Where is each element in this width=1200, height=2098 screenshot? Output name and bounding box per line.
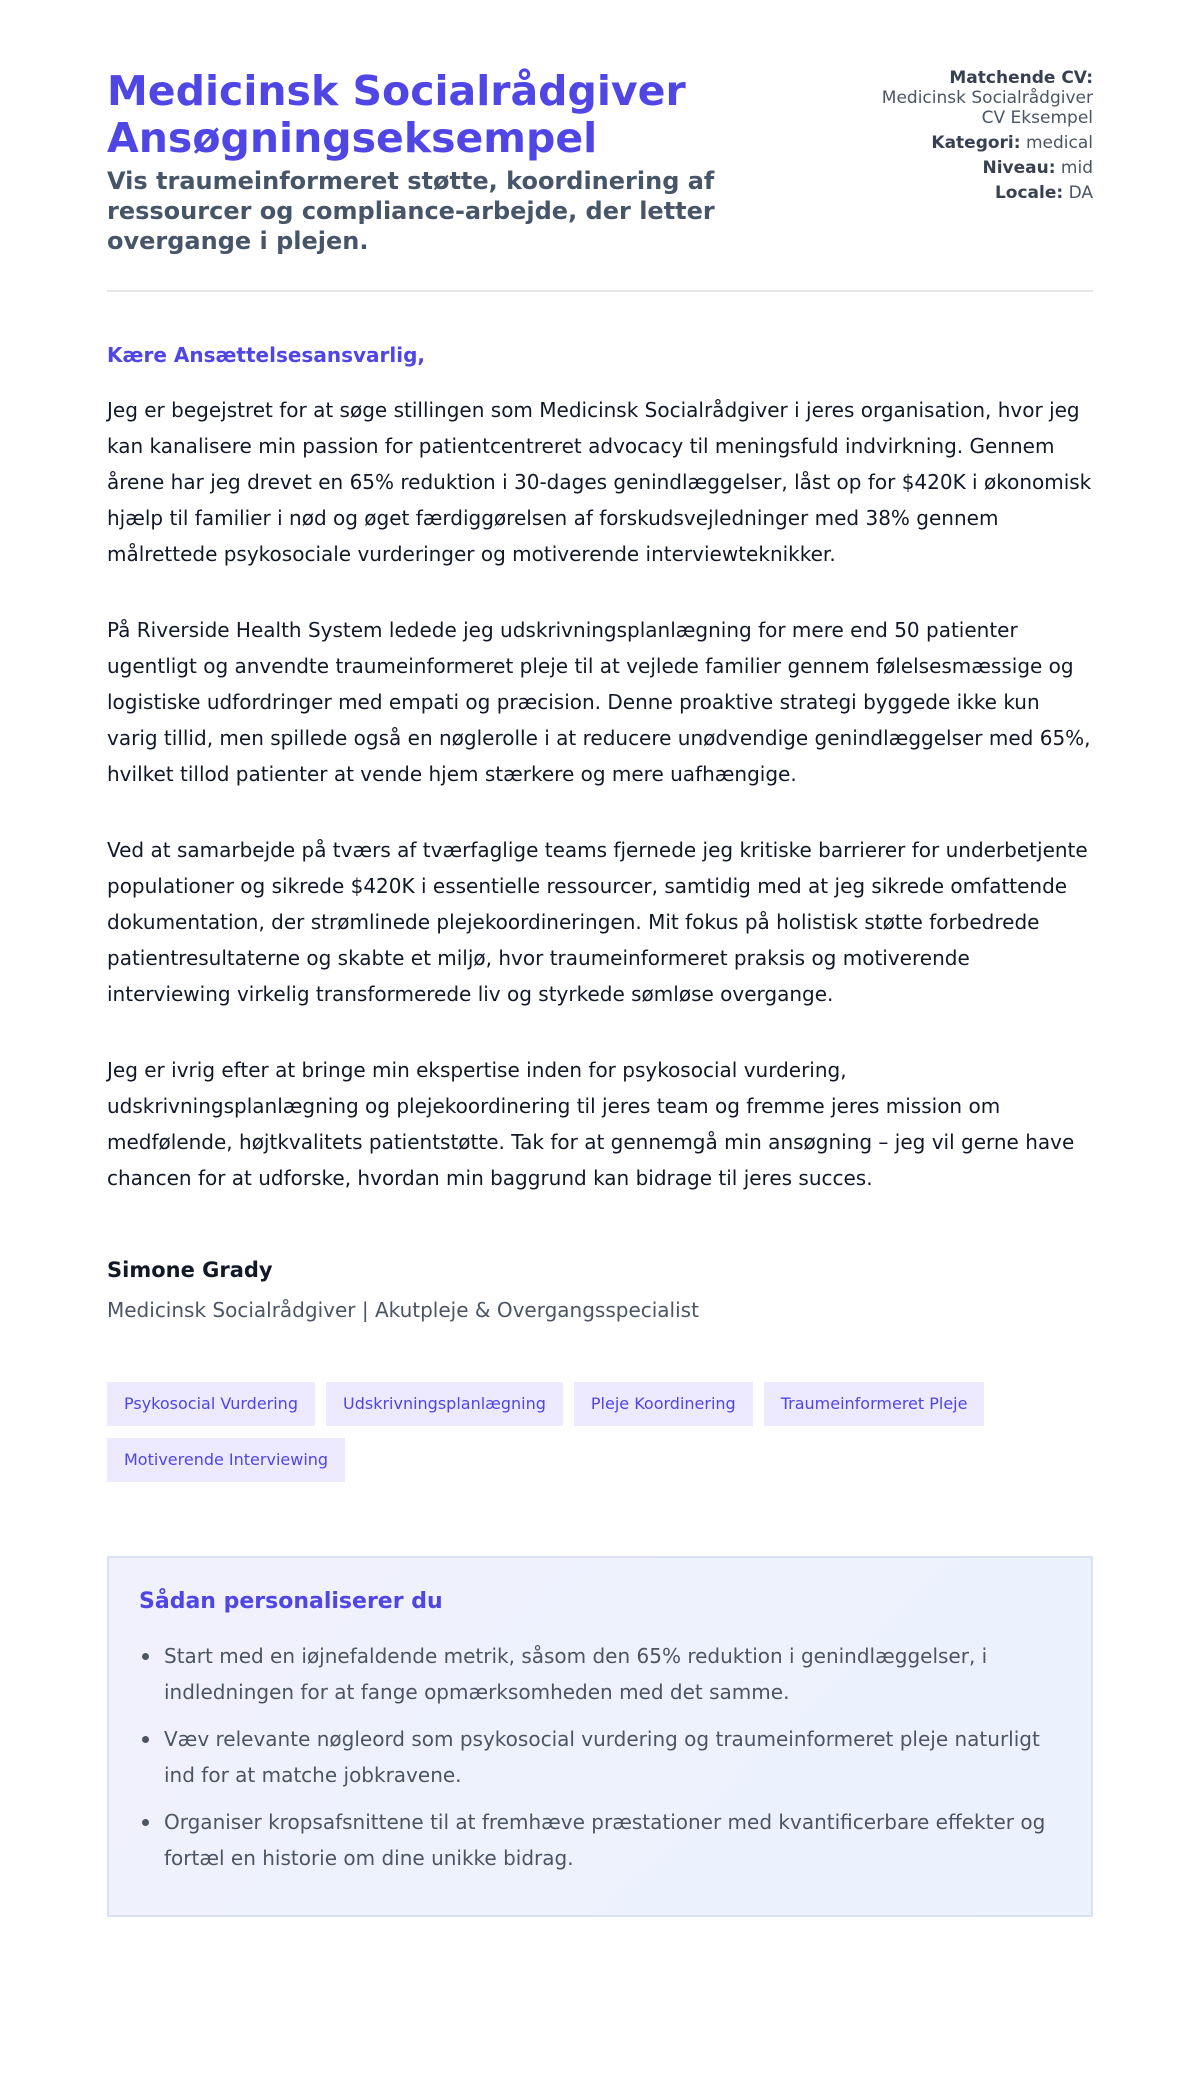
meta-level	[793, 158, 1093, 178]
letter-paragraph: Ved at samarbejde på tværs af tværfaglige teams fjernede jeg kritiske barrierer for underbetjente populationer og sikrede $420K i essentielle ressourcer, samtidig med at jeg sikrede omfattende dokumentation, der strømlinede plejekoordineringen. Mit fokus på holistisk støtte forbedrede patientresultaterne og skabte et miljø, hvor traumeinformeret praksis og motiverende interviewing virkelig transformerede liv og styrkede sømløse overgange.	[107, 838, 1088, 1006]
skill-tag: Motiverende Interviewing	[107, 1438, 345, 1482]
letter-paragraph: Jeg er ivrig efter at bringe min ekspertise inden for psykosocial vurdering, udskrivningsplanlægning og plejekoordinering til jeres team og fremme jeres mission om medfølende, højtkvalitets patientstøtte. Tak for at gennemgå min ansøgning – jeg vil gerne have chancen for at udforske, hvordan min baggrund kan bidrage til jeres succes.	[107, 1058, 1075, 1190]
bullet-icon	[142, 1653, 149, 1660]
meta-cv-label: Matchende CV:	[949, 68, 1093, 88]
signature-name: Simone Grady	[107, 1258, 273, 1282]
tips-box	[107, 1556, 1093, 1917]
meta-level-label: Niveau:	[982, 158, 1056, 178]
title-block	[107, 68, 787, 256]
tips-item-text: Start med en iøjnefaldende metrik, såsom den 65% reduktion i genindlæggelser, i indledningen for at fange opmærksomheden med det samme.	[164, 1644, 988, 1704]
meta-panel	[793, 68, 1093, 208]
page-title: Medicinsk Socialrådgiver Ansøgningseksempel	[107, 67, 686, 162]
meta-level-value: mid	[1060, 158, 1093, 178]
letter-body	[107, 392, 1093, 1196]
tips-list	[139, 1638, 1061, 1876]
meta-locale-label: Locale:	[994, 183, 1064, 203]
header	[107, 68, 1093, 292]
meta-locale	[793, 183, 1093, 203]
skill-tag: Traumeinformeret Pleje	[764, 1382, 985, 1426]
tips-item-text: Væv relevante nøgleord som psykosocial vurdering og traumeinformeret pleje naturligt ind for at matche jobkravene.	[164, 1727, 1040, 1787]
page-subtitle: Vis traumeinformeret støtte, koordinering af ressourcer og compliance-arbejde, der letter overgange i plejen.	[107, 167, 715, 255]
meta-cv	[793, 68, 1093, 128]
tips-title: Sådan personaliserer du	[139, 1589, 443, 1614]
tips-item	[139, 1721, 1061, 1793]
bullet-icon	[142, 1736, 149, 1743]
letter-paragraph: På Riverside Health System ledede jeg udskrivningsplanlægning for mere end 50 patienter ugentligt og anvendte traumeinformeret pleje til at vejlede familier gennem følelsesmæssige og logistiske udfordringer med empati og præcision. Denne proaktive strategi byggede ikke kun varig tillid, men spillede også en nøglerolle i at reducere unødvendige genindlæggelser med 65%, hvilket tillod patienter at vende hjem stærkere og mere uafhængige.	[107, 618, 1091, 786]
skill-tag: Pleje Koordinering	[574, 1382, 753, 1426]
signature-title: Medicinsk Socialrådgiver | Akutpleje & Overgangsspecialist	[107, 1298, 699, 1322]
letter-greeting: Kære Ansættelsesansvarlig,	[107, 343, 425, 367]
meta-locale-value: DA	[1068, 183, 1093, 203]
bullet-icon	[142, 1819, 149, 1826]
letter-paragraph: Jeg er begejstret for at søge stillingen som Medicinsk Socialrådgiver i jeres organisation, hvor jeg kan kanalisere min passion for patientcentreret advocacy til meningsfuld indvirkning. Gennem årene har jeg drevet en 65% reduktion i 30-dages genindlæggelser, låst op for $420K i økonomisk hjælp til familier i nød og øget færdiggørelsen af forskudsvejledninger med 38% gennem målrettede psykosociale vurderinger og motiverende interviewteknikker.	[107, 398, 1092, 566]
tips-item	[139, 1804, 1061, 1876]
signature	[107, 1256, 1093, 1324]
meta-category-value: medical	[1025, 133, 1093, 153]
meta-category-label: Kategori:	[931, 133, 1021, 153]
meta-category	[793, 133, 1093, 153]
meta-cv-value-line2: CV Eksempel	[981, 108, 1093, 128]
skill-tag: Psykosocial Vurdering	[107, 1382, 315, 1426]
skill-tags	[107, 1382, 1097, 1494]
tips-item-text: Organiser kropsafsnittene til at fremhæve præstationer med kvantificerbare effekter og fortæl en historie om dine unikke bidrag.	[164, 1810, 1046, 1870]
skill-tag: Udskrivningsplanlægning	[326, 1382, 563, 1426]
tips-item	[139, 1638, 1061, 1710]
meta-cv-value-line1: Medicinsk Socialrådgiver	[881, 88, 1093, 108]
